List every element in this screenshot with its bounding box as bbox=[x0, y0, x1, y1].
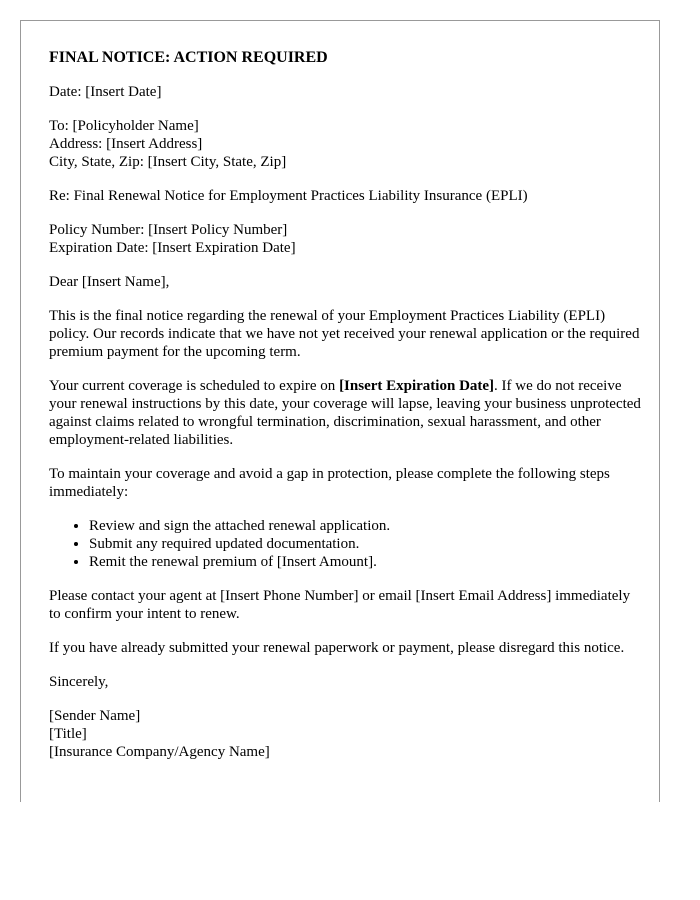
sender-name: [Sender Name] bbox=[49, 708, 141, 724]
paragraph-final-notice: This is the final notice regarding the renewal of your Employment Practices Liability (EPLI) policy. Our records indicate that we have not yet received your renewal application or the required premium payment for the upcoming term. bbox=[49, 308, 640, 360]
sender-title: [Title] bbox=[49, 726, 87, 742]
sender-company: [Insurance Company/Agency Name] bbox=[49, 744, 270, 760]
recipient-to: To: [Policyholder Name] bbox=[49, 118, 199, 134]
paragraph-coverage-expiry bbox=[49, 377, 645, 449]
re-line: Re: Final Renewal Notice for Employment Practices Liability Insurance (EPLI) bbox=[49, 188, 528, 204]
policy-number: Policy Number: [Insert Policy Number] bbox=[49, 222, 288, 238]
paragraph-coverage-expiry-end: . If we do not receive your renewal instructions by this date, your coverage will lapse, leaving your business unprotected against claims related to wrongful termination, discrimination, sexual harassment, and other employment-related liabilities. bbox=[49, 378, 641, 448]
letter-page bbox=[20, 20, 660, 802]
policy-block bbox=[49, 221, 645, 257]
closing: Sincerely, bbox=[49, 674, 109, 690]
paragraph-disregard: If you have already submitted your renewal paperwork or payment, please disregard this notice. bbox=[49, 640, 625, 656]
signature-block bbox=[49, 707, 645, 761]
salutation: Dear [Insert Name], bbox=[49, 274, 170, 290]
paragraph-steps-intro: To maintain your coverage and avoid a gap in protection, please complete the following steps immediately: bbox=[49, 466, 610, 500]
step-item: • Submit any required updated documentation. bbox=[89, 535, 645, 553]
notice-title: FINAL NOTICE: ACTION REQUIRED bbox=[49, 49, 328, 66]
date-line: Date: [Insert Date] bbox=[49, 84, 162, 100]
expiration-date-emphasis: [Insert Expiration Date] bbox=[339, 378, 495, 394]
recipient-block bbox=[49, 117, 645, 171]
paragraph-coverage-expiry-start: Your current coverage is scheduled to expire on bbox=[49, 378, 340, 394]
recipient-address: Address: [Insert Address] bbox=[49, 136, 203, 152]
expiration-date: Expiration Date: [Insert Expiration Date] bbox=[49, 240, 296, 256]
steps-list bbox=[49, 517, 645, 571]
step-item: • Remit the renewal premium of [Insert Amount]. bbox=[89, 553, 645, 571]
letter-content bbox=[49, 49, 645, 777]
paragraph-contact-agent: Please contact your agent at [Insert Phone Number] or email [Insert Email Address] immediately to confirm your intent to renew. bbox=[49, 588, 631, 622]
step-item: • Review and sign the attached renewal application. bbox=[89, 517, 645, 535]
recipient-city: City, State, Zip: [Insert City, State, Zip] bbox=[49, 154, 287, 170]
